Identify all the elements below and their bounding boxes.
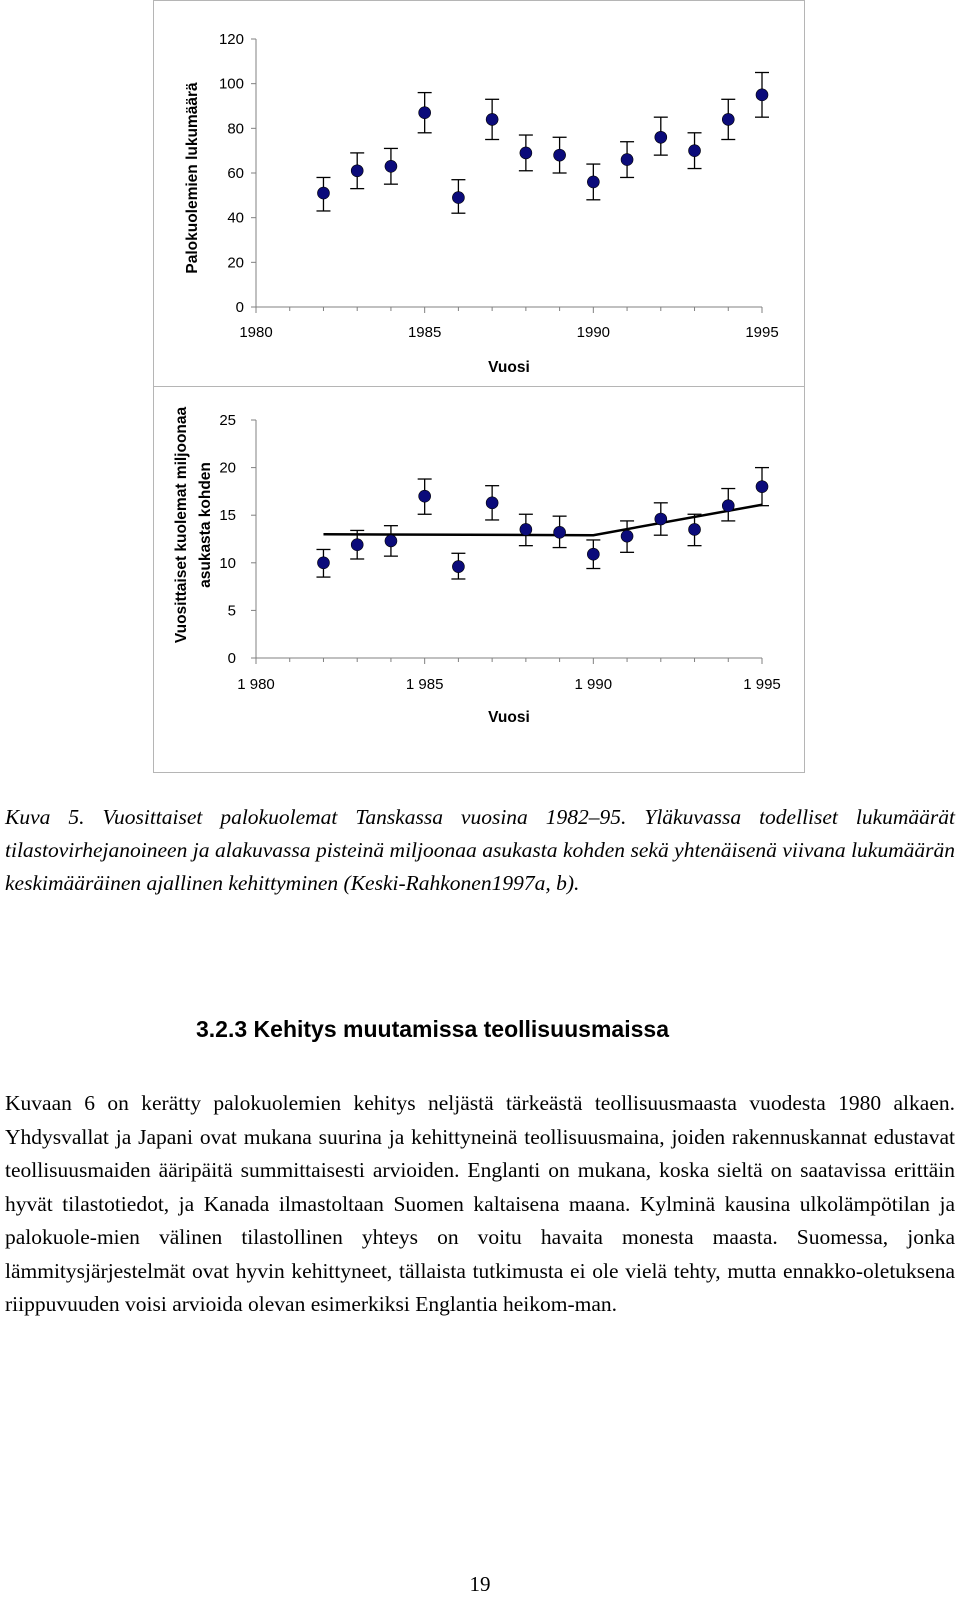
data-point [621, 154, 633, 166]
data-point [554, 526, 566, 538]
x-tick-label: 1980 [239, 324, 273, 341]
y-tick-label: 0 [227, 650, 236, 667]
data-point [452, 192, 464, 204]
x-tick-label: 1 995 [743, 676, 781, 693]
data-point [486, 113, 498, 125]
data-point [756, 481, 768, 493]
page-number: 19 [469, 1572, 491, 1596]
y-tick-label: 20 [227, 254, 244, 272]
section-heading: 3.2.3 Kehitys muutamissa teollisuusmaissa [196, 1016, 669, 1042]
y-tick-label: 60 [227, 165, 244, 182]
y-tick-label: 15 [219, 507, 236, 525]
x-tick-label: 1 985 [405, 676, 444, 693]
data-point [655, 131, 667, 143]
data-point [385, 160, 397, 172]
data-point [452, 561, 464, 573]
data-point [722, 113, 734, 125]
data-point [587, 176, 599, 188]
x-axis-title: Vuosi [488, 359, 530, 376]
data-point [317, 187, 329, 199]
data-point [689, 523, 701, 535]
data-point [520, 147, 532, 159]
y-tick-label: 40 [227, 209, 244, 227]
body-paragraph: Kuvaan 6 on kerätty palokuolemien kehitys neljästä tärkeästä teollisuusmaasta vuodesta 1980 alkaen. Yhdysvallat ja Japani ovat mukana suurina ja kehittyneinä teollisuusmaina, joiden rakennuskannat edustavat teollisuusmaiden ääripäitä summittaisesti arvioiden. Englanti on mukana, koska sieltä on saatavissa erittäin hyvät tilastotiedot, ja Kanada ilmastoltaan Suomen kaltaisena maana. Kylminä kausina ulkolämpötilan ja palokuole-mien välinen tilastollinen yhteys on voitu havaita monesta maasta. Suomessa, jonka lämmitysjärjestelmät ovat hyvin kehittyneet, tällaista tutkimusta ei ole vielä tehty, mutta ennakko-oletuksena riippuvuuden voisi arvioida olevan esimerkiksi Englantia heikom-man. [5, 1091, 955, 1316]
data-point [689, 145, 701, 157]
y-tick-label: 20 [219, 459, 236, 477]
x-tick-label: 1990 [576, 324, 611, 341]
y-tick-label: 5 [227, 602, 236, 620]
data-point [419, 107, 431, 119]
data-point [351, 165, 363, 177]
y-axis-title-line: asukasta kohden [197, 462, 214, 588]
data-point [587, 548, 599, 560]
data-point [385, 535, 397, 547]
data-point [655, 513, 667, 525]
data-point [621, 530, 633, 542]
y-tick-label: 10 [219, 554, 236, 572]
y-tick-label: 80 [227, 120, 244, 138]
data-point [722, 500, 734, 512]
data-point [756, 89, 768, 101]
y-tick-label: 0 [235, 299, 244, 316]
data-point [554, 149, 566, 161]
y-tick-label: 100 [218, 75, 244, 93]
y-axis-title: Palokuolemien lukumäärä [184, 82, 201, 274]
y-tick-label: 120 [218, 31, 244, 48]
data-point [520, 523, 532, 535]
data-point [419, 490, 431, 502]
x-tick-label: 1995 [745, 324, 779, 341]
x-axis-title: Vuosi [488, 709, 530, 726]
figure-caption: Kuva 5. Vuosittaiset palokuolemat Tanskassa vuosina 1982–95. Yläkuvassa todelliset lukumäärät tilastovirhejanoineen ja alakuvassa pisteinä miljoonaa asukasta kohden sekä yhtenäisenä viivana lukumäärän keskimääräinen ajallinen kehittyminen (Keski-Rahkonen1997a, b). [5, 805, 955, 895]
x-tick-label: 1 980 [237, 676, 275, 693]
data-point [351, 539, 363, 551]
x-tick-label: 1 990 [574, 676, 613, 693]
y-axis-title-line: Vuosittaiset kuolemat miljoonaa [173, 406, 190, 644]
data-point [486, 497, 498, 509]
data-point [317, 557, 329, 569]
x-tick-label: 1985 [407, 324, 442, 341]
y-tick-label: 25 [219, 412, 236, 429]
figure-charts [0, 0, 960, 780]
